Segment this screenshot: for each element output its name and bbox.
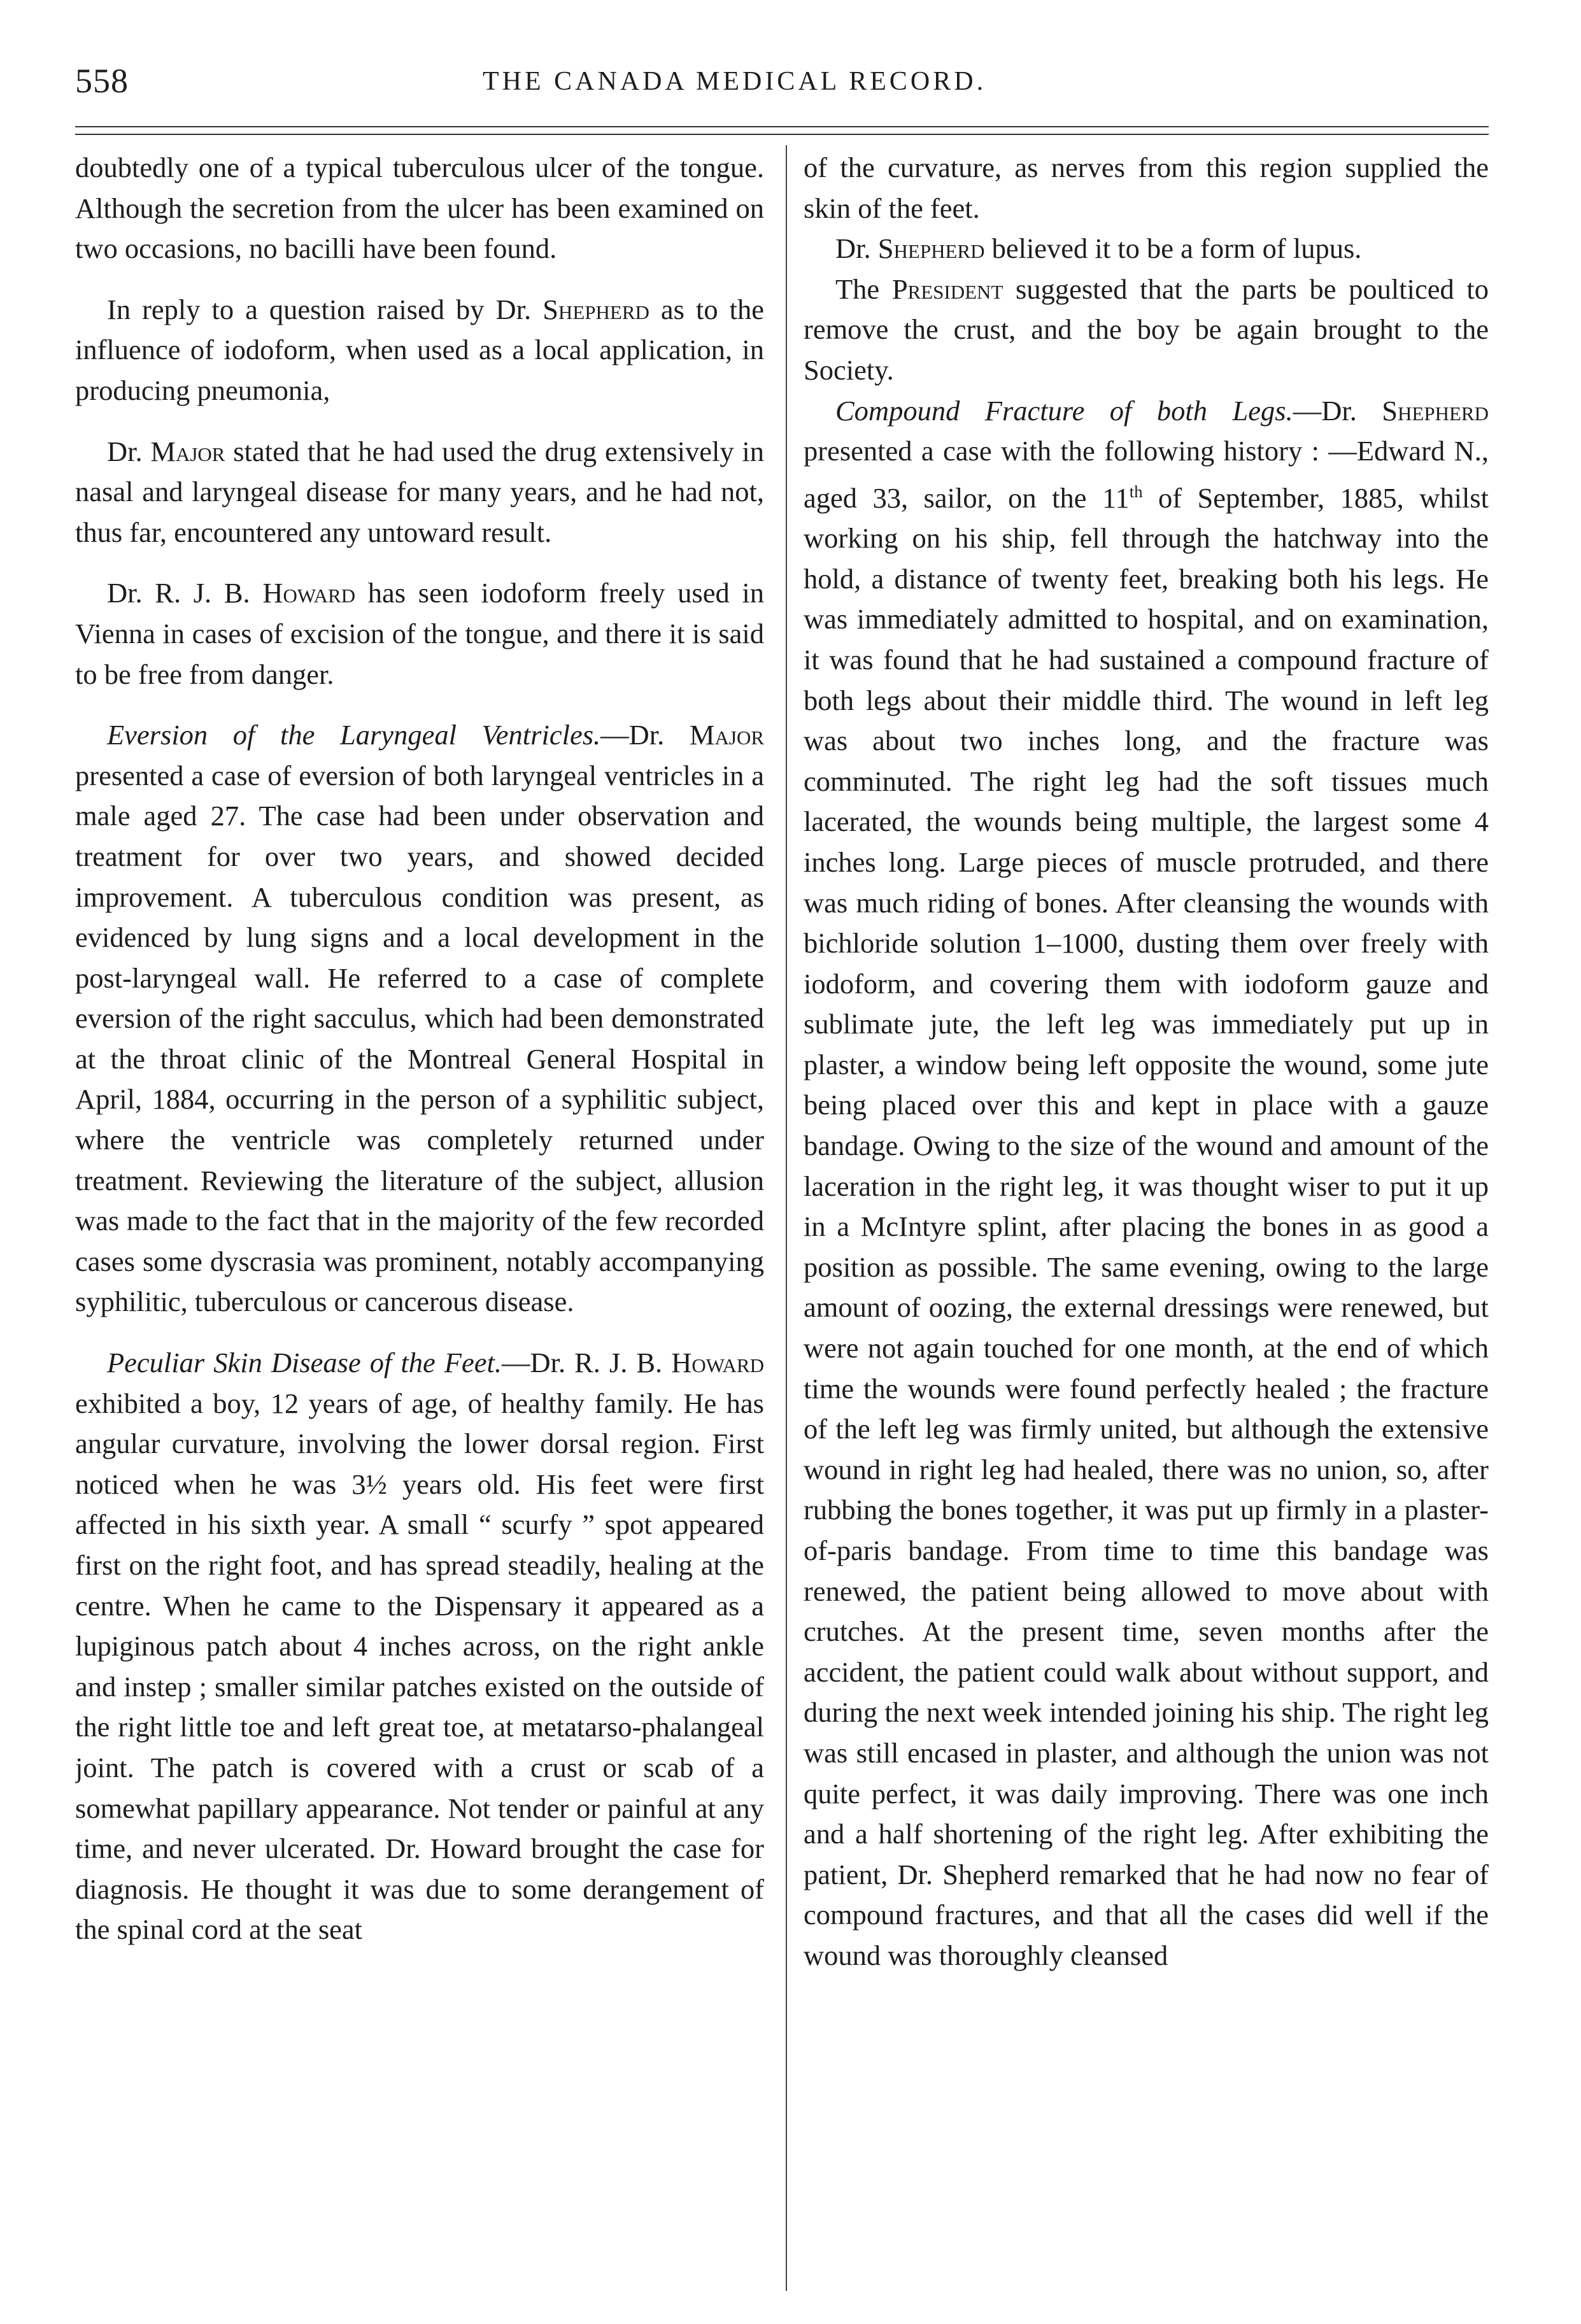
text: —Dr. R. J. B.	[501, 1347, 672, 1379]
column-divider	[786, 145, 787, 2291]
right-column	[804, 148, 1489, 2300]
speaker-name: President	[891, 273, 1003, 305]
paragraph-curvature-continuation	[804, 148, 1489, 229]
section-heading: Peculiar Skin Disease of the Feet.	[107, 1347, 502, 1379]
paragraph-text: of the curvature, as nerves from this region supplied the skin of the feet.	[804, 152, 1489, 224]
speaker-name: Shepherd	[542, 293, 649, 325]
text: Dr. R. J. B.	[107, 577, 263, 609]
running-title: THE CANADA MEDICAL RECORD.	[483, 67, 987, 96]
ordinal-superscript: th	[1129, 481, 1143, 501]
page-number: 558	[75, 62, 129, 100]
left-column	[75, 148, 764, 2300]
text: Dr.	[107, 435, 151, 467]
text: —Dr.	[600, 719, 690, 751]
text: The	[835, 273, 892, 305]
paragraph-compound-fracture	[804, 391, 1489, 1976]
speaker-name: Howard	[262, 577, 356, 609]
paragraph-eversion-laryngeal	[75, 715, 764, 1322]
paragraph-major-reply	[75, 432, 764, 553]
page-header	[75, 61, 1489, 106]
text: presented a case with the following history : —Edward N., aged 33, sailor, on the 11	[804, 435, 1489, 514]
paragraph-howard-reply	[75, 573, 764, 695]
paragraph-skin-disease	[75, 1343, 764, 1950]
text: In reply to a question raised by Dr.	[107, 293, 543, 325]
section-heading: Eversion of the Laryngeal Ventricles.	[107, 719, 601, 751]
text: of September, 1885, whilst working on his ship, fell through the hatchway into the hold, a distance of twenty feet, breaking both his legs. He was immediately admitted to hospital, and on examination, it was found that he had sustained a compound fracture of both legs about their middle third. The wound in left leg was about two inches long, and the fracture was comminuted. The right leg had the soft tissues much lacerated, the wounds being multiple, the largest some 4 inches long. Large pieces of muscle protruded, and there was much riding of bones. After cleansing the wounds with bichloride solution 1–1000, dusting them over freely with iodoform, and covering them with iodoform gauze and sublimate jute, the left leg was immediately put up in plaster, a window being left opposite the wound, some jute being placed over this and kept in place with a gauze bandage. Owing to the size of the wound and amount of the laceration in the right leg, it was thought wiser to put it up in a McIntyre splint, after placing the bones in as good a position as possible. The same evening, owing to the large amount of oozing, the external dressings were renewed, but were not again touched for one month, at the end of which time the wounds were found perfectly healed ; the fracture of the left leg was firmly united, but although the extensive wound in right leg had healed, there was no union, so, after rubbing the bones together, it was put up firmly in a plaster-of-paris bandage. From time to time this bandage was renewed, the patient being allowed to move about with crutches. At the present time, seven months after the accident, the patient could walk about without support, and during the next week intended joining his ship. The right leg was still encased in plaster, and although the union was not quite perfect, it was daily improving. There was one inch and a half shortening of the right leg. After exhibiting the patient, Dr. Shepherd remarked that he had now no fear of compound fractures, and that all the cases did well if the wound was thoroughly cleansed	[804, 481, 1489, 1971]
paragraph-text: doubtedly one of a typical tuberculous ulcer of the tongue. Although the secretion from the ulcer has been examined on two occasions, no bacilli have been found.	[75, 152, 764, 265]
text: stated that he had used the drug extensively in nasal and laryngeal disease for many years, and he had not, thus far, encountered any untoward result.	[75, 435, 764, 548]
speaker-name: Howard	[671, 1347, 764, 1379]
paragraph-president-suggestion	[804, 269, 1489, 391]
text: exhibited a boy, 12 years of age, of healthy family. He has angular curvature, involving the lower dorsal region. First noticed when he was 3½ years old. His feet were first affected in his sixth year. A small “ scurfy ” spot appeared first on the right foot, and has spread steadily, healing at the centre. When he came to the Dispensary it appeared as a lupiginous patch about 4 inches across, on the right ankle and instep ; smaller similar patches existed on the outside of the right little toe and left great toe, at metatarso-phalangeal joint. The patch is covered with a crust or scab of a somewhat papillary appearance. Not tender or painful at any time, and never ulcerated. Dr. Howard brought the case for diagnosis. He thought it was due to some derangement of the spinal cord at the seat	[75, 1387, 764, 1946]
speaker-name: Shepherd	[1382, 394, 1489, 427]
speaker-name: Shepherd	[877, 232, 985, 265]
paragraph-shepherd-lupus	[804, 229, 1489, 269]
paragraph-iodoform-question	[75, 290, 764, 411]
speaker-name: Major	[150, 435, 225, 467]
header-rule-top	[75, 126, 1489, 127]
text: has seen iodoform freely used in Vienna in cases of excision of the tongue, and there it is said to be free from danger.	[75, 577, 764, 690]
paragraph-ulcer-continuation	[75, 148, 764, 269]
text: Dr.	[835, 232, 878, 265]
text: presented a case of eversion of both laryngeal ventricles in a male aged 27. The case had been under observation and treatment for over two years, and showed decided improvement. A tuberculous condition was present, as evidenced by lung signs and a local development in the post-laryngeal wall. He referred to a case of complete eversion of the right sacculus, which had been demonstrated at the throat clinic of the Montreal General Hospital in April, 1884, occurring in the person of a syphilitic subject, where the ventricle was completely returned under treatment. Reviewing the literature of the subject, allusion was made to the fact that in the majority of the few recorded cases some dyscrasia was prominent, notably accompanying syphilitic, tuberculous or cancerous disease.	[75, 759, 764, 1318]
text: suggested that the parts be poulticed to remove the crust, and the boy be again brought to the Society.	[804, 273, 1489, 386]
section-heading: Compound Fracture of both Legs.	[835, 394, 1293, 427]
header-rule-bottom	[75, 134, 1489, 135]
text: as to the influence of iodoform, when used as a local application, in producing pneumonia,	[75, 293, 764, 406]
text: believed it to be a form of lupus.	[984, 232, 1362, 265]
text: —Dr.	[1293, 394, 1382, 427]
speaker-name: Major	[689, 719, 764, 751]
